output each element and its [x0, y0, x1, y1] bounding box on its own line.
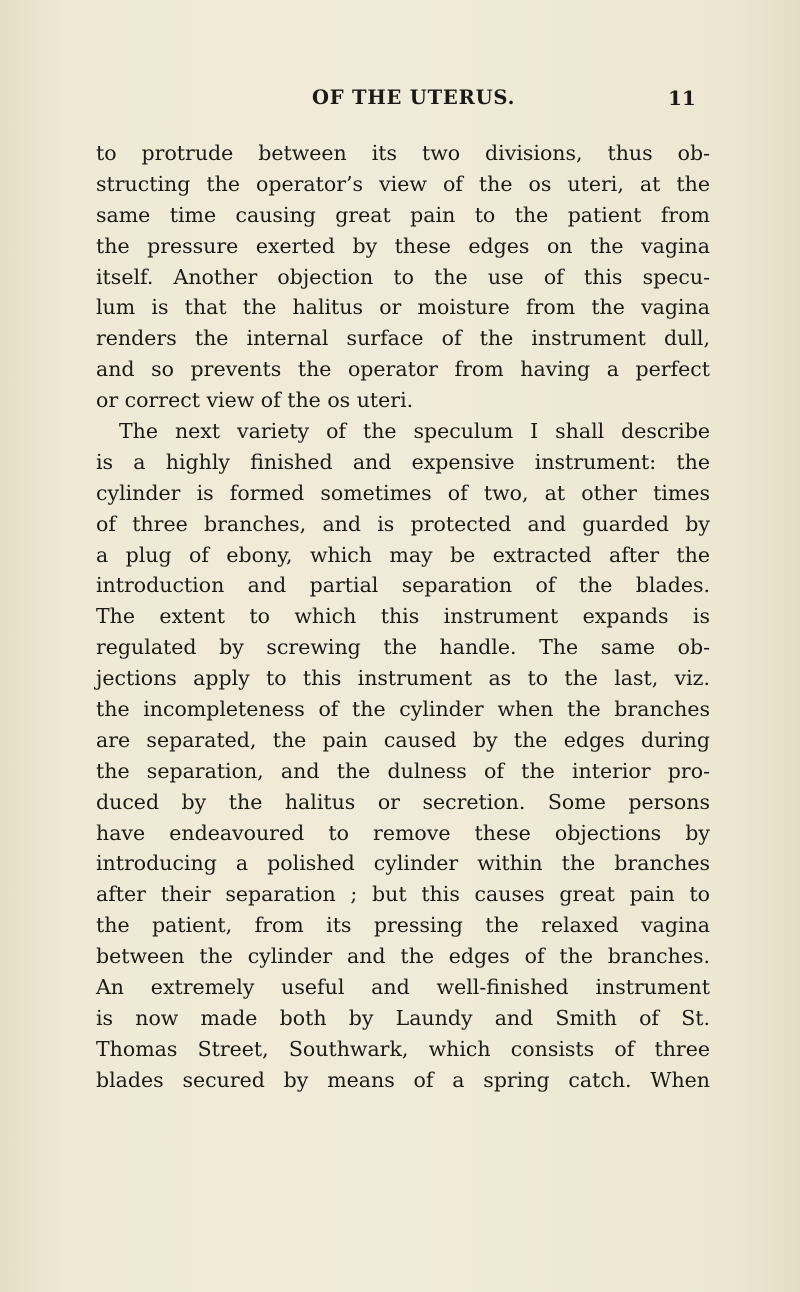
- text-line: the pressure exerted by these edges on the vagina: [96, 233, 710, 258]
- page-number: 11: [668, 86, 696, 110]
- paragraph-start-line: The next variety of the speculum I shall describe: [119, 419, 710, 444]
- text-line: or correct view of the os uteri.: [96, 388, 414, 413]
- text-line: after their separation ; but this causes great pain to: [96, 882, 710, 907]
- text-line: and so prevents the operator from having a perfect: [96, 357, 710, 382]
- text-line: to protrude between its two divisions, thus ob-: [96, 141, 710, 165]
- text-line: the separation, and the dulness of the interior pro-: [96, 758, 710, 783]
- text-line: The extent to which this instrument expands is: [96, 604, 710, 629]
- text-line: the incompleteness of the cylinder when the branches: [96, 697, 710, 722]
- text-line: regulated by screwing the handle. The same ob-: [96, 635, 710, 660]
- text-line: introducing a polished cylinder within the branches: [96, 851, 710, 876]
- text-line: structing the operator’s view of the os uteri, at the: [96, 171, 710, 196]
- page-header: [0, 86, 800, 116]
- text-line: the patient, from its pressing the relaxed vagina: [96, 913, 710, 938]
- text-line: itself. Another objection to the use of this specu-: [96, 264, 710, 289]
- text-line: jections apply to this instrument as to the last, viz.: [96, 666, 710, 691]
- text-line: duced by the halitus or secretion. Some persons: [96, 789, 710, 814]
- text-line: a plug of ebony, which may be extracted after the: [96, 542, 710, 567]
- text-line: An extremely useful and well-finished instrument: [96, 975, 710, 1000]
- text-line: are separated, the pain caused by the edges during: [96, 727, 710, 752]
- text-line: between the cylinder and the edges of the branches.: [96, 944, 710, 969]
- text-line: have endeavoured to remove these objections by: [96, 820, 710, 845]
- text-line: same time causing great pain to the patient from: [96, 202, 710, 227]
- text-line: Thomas Street, Southwark, which consists of three: [96, 1036, 710, 1061]
- text-line: lum is that the halitus or moisture from the vagina: [96, 295, 710, 320]
- text-line: blades secured by means of a spring catch. When: [96, 1067, 710, 1092]
- text-line: renders the internal surface of the instrument dull,: [96, 326, 710, 351]
- text-line: is now made both by Laundy and Smith of St.: [96, 1005, 710, 1030]
- text-line: cylinder is formed sometimes of two, at other times: [96, 480, 710, 505]
- text-line: introduction and partial separation of the blades.: [96, 573, 710, 598]
- body-text: [96, 138, 710, 1096]
- text-line: is a highly finished and expensive instrument: the: [96, 449, 710, 474]
- running-title: OF THE UTERUS.: [312, 86, 516, 109]
- text-line: of three branches, and is protected and guarded by: [96, 511, 710, 536]
